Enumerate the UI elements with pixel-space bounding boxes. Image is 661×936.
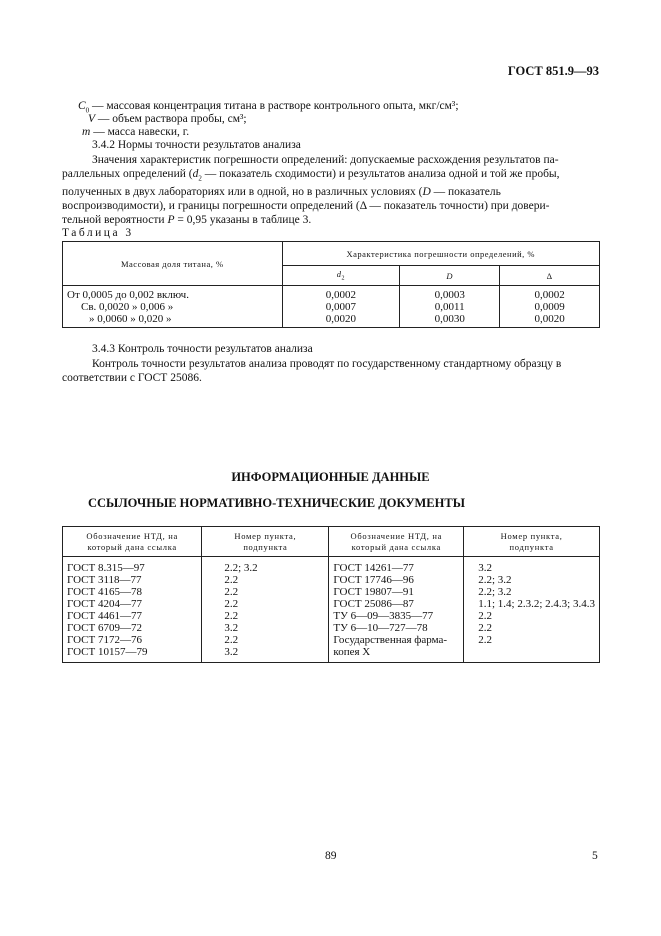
info-title: ИНФОРМАЦИОННЫЕ ДАННЫЕ <box>231 470 430 484</box>
paragraph-342: Значения характеристик погрешности определений: допускаемые расхождения результатов па- раллельных определений ($d_2$ — показатель сходимости) и результатов анализа одной и той же пробы, полученных в двух лабораториях или в одной, но в различных условиях (D — показатель воспроизводимости), и границы погрешности определений (Δ — показатель точности) при довери- тельной вероятности P = 0,95 указаны в таблице 3. <box>62 154 560 227</box>
left-docs-cell: ГОСТ 8.315—97 ГОСТ 3118—77 ГОСТ 4165—78 ГОСТ 4204—77 ГОСТ 4461—77 ГОСТ 6709—72 ГОСТ 7172—76 ГОСТ 10157—79 <box>63 557 202 663</box>
header-ntd-right: Обозначение НТД, на который дана ссылка <box>329 527 464 557</box>
table-row: От 0,0005 до 0,002 включ. 0,0002 0,0003 0,0002 <box>63 286 600 302</box>
document-code: ГОСТ 851.9—93 <box>507 64 599 78</box>
variable-symbol: C <box>78 100 86 112</box>
variable-v: V — объем раствора пробы, см³; <box>88 113 247 125</box>
header-d2: $d_2$ <box>282 266 400 286</box>
section-heading-342: 3.4.2 Нормы точности результатов анализа <box>92 139 301 151</box>
table-row: Св. 0,0020 » 0,006 » 0,0007 0,0011 0,0009 <box>63 301 600 313</box>
variable-m: m — масса навески, г. <box>82 126 190 138</box>
table-row <box>63 557 600 663</box>
section-heading-343: 3.4.3 Контроль точности результатов анализа <box>92 343 313 355</box>
right-docs-cell: ГОСТ 14261—77 ГОСТ 17746—96 ГОСТ 19807—91 ГОСТ 25086—87 ТУ 6—09—3835—77 ТУ 6—10—727—78 Государственная фарма- копея X <box>329 557 464 663</box>
header-item-right: Номер пункта, подпункта <box>464 527 600 557</box>
references-table <box>62 526 600 663</box>
right-items-cell: 3.2 2.2; 3.2 2.2; 3.2 1.1; 1.4; 2.3.2; 2.4.3; 3.4.3 2.2 2.2 2.2 <box>464 557 600 663</box>
sheet-number: 5 <box>592 850 598 862</box>
table-row: » 0,0060 » 0,020 » 0,0020 0,0030 0,0020 <box>63 313 600 328</box>
header-ntd-left: Обозначение НТД, на который дана ссылка <box>63 527 202 557</box>
header-error-characteristics: Характеристика погрешности определений, % <box>282 242 599 266</box>
variable-c0: $C_0$ — массовая концентрация титана в растворе контрольного опыта, мкг/см³; <box>78 100 459 115</box>
header-mass-fraction: Массовая доля титана, % <box>63 242 283 286</box>
accuracy-table <box>62 241 600 328</box>
header-D: D <box>400 266 500 286</box>
header-item-left: Номер пункта, подпункта <box>202 527 329 557</box>
table-caption: Таблица 3 <box>62 227 134 239</box>
header-delta: Δ <box>500 266 600 286</box>
page-number: 89 <box>325 850 337 862</box>
paragraph-343: Контроль точности результатов анализа проводят по государственному стандартному образцу в соответствии с ГОСТ 25086. <box>62 358 562 384</box>
left-items-cell: 2.2; 3.2 2.2 2.2 2.2 2.2 3.2 2.2 3.2 <box>202 557 329 663</box>
refs-title: ССЫЛОЧНЫЕ НОРМАТИВНО-ТЕХНИЧЕСКИЕ ДОКУМЕНТЫ <box>88 496 465 510</box>
